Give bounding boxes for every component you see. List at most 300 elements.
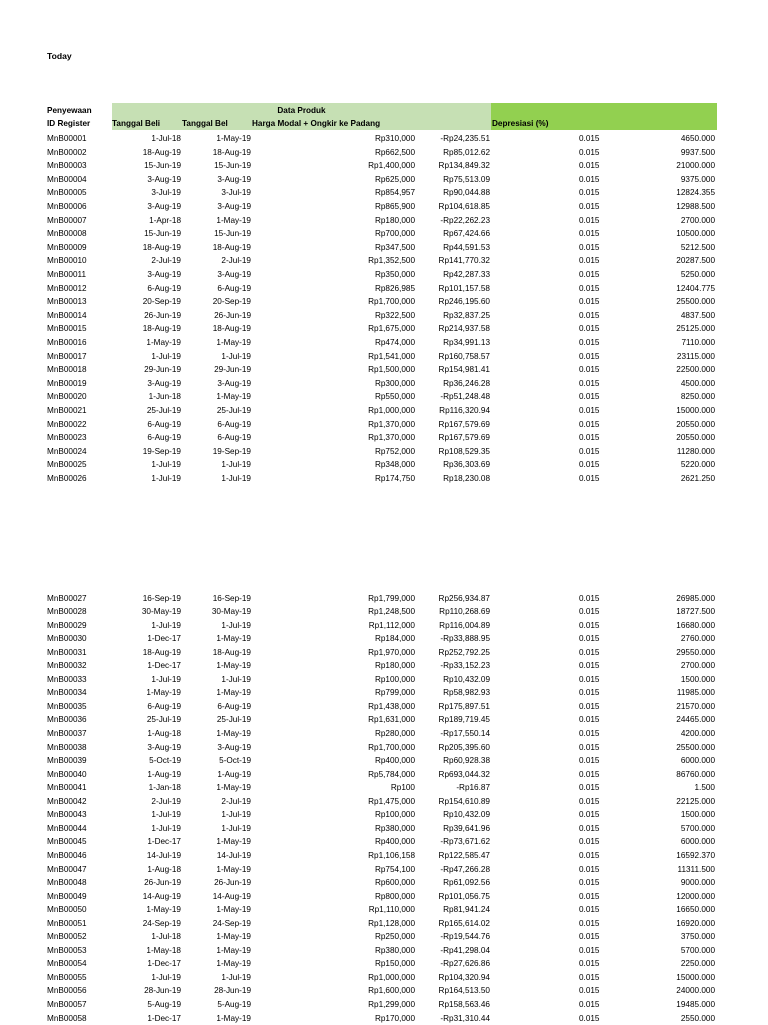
tanggal-beli-cell: 1-Dec-17 bbox=[147, 1013, 181, 1023]
tanggal-beli-cell: 6-Aug-19 bbox=[147, 283, 181, 293]
tanggal-beli-cell: 3-Jul-19 bbox=[151, 188, 181, 198]
id-register-cell: MnB00014 bbox=[47, 310, 87, 320]
depresiasi-value-cell: 4500.000 bbox=[680, 378, 715, 388]
id-register-cell: MnB00055 bbox=[47, 972, 87, 982]
depresiasi-value-cell: 2760.000 bbox=[680, 634, 715, 644]
table-row bbox=[0, 241, 768, 255]
harga-modal-cell: Rp1,500,000 bbox=[368, 365, 415, 375]
depresiasi-cell: 0.015 bbox=[579, 283, 600, 293]
depresiasi-value-cell: 2250.000 bbox=[680, 959, 715, 969]
tanggal-bel-cell: 5-Aug-19 bbox=[217, 1000, 251, 1009]
harga-modal-cell: Rp174,750 bbox=[374, 474, 415, 483]
harga-modal-cell: Rp826,985 bbox=[374, 283, 415, 293]
id-register-cell: MnB00057 bbox=[47, 1000, 87, 1009]
tanggal-bel-cell: 18-Aug-19 bbox=[212, 647, 251, 657]
depresiasi-cell: 0.015 bbox=[579, 324, 600, 334]
harga-modal-cell: Rp1,110,000 bbox=[368, 905, 415, 915]
tanggal-bel-cell: 1-May-19 bbox=[216, 392, 251, 402]
depresiasi-cell: 0.015 bbox=[579, 446, 600, 456]
table-row bbox=[0, 795, 768, 809]
harga-modal-cell: Rp1,600,000 bbox=[368, 986, 415, 996]
id-register-cell: MnB00040 bbox=[47, 769, 87, 779]
table-row bbox=[0, 957, 768, 971]
tanggal-beli-cell: 1-May-18 bbox=[146, 945, 181, 955]
harga-modal-cell: Rp1,700,000 bbox=[368, 297, 415, 307]
id-register-cell: MnB00010 bbox=[47, 256, 87, 266]
nilai-cell: Rp214,937.58 bbox=[438, 324, 490, 334]
tanggal-beli-cell: 3-Aug-19 bbox=[147, 270, 181, 279]
nilai-cell: Rp108,529.35 bbox=[438, 446, 490, 456]
nilai-cell: Rp252,792.25 bbox=[438, 647, 490, 657]
tanggal-beli-cell: 1-May-19 bbox=[146, 688, 181, 698]
harga-modal-cell: Rp1,675,000 bbox=[368, 324, 415, 334]
tanggal-beli-cell: 3-Aug-19 bbox=[147, 202, 181, 211]
id-register-cell: MnB00021 bbox=[47, 406, 87, 415]
id-register-cell: MnB00029 bbox=[47, 620, 87, 630]
tanggal-beli-cell: 1-May-19 bbox=[146, 338, 181, 347]
harga-modal-cell: Rp1,475,000 bbox=[368, 796, 415, 806]
depresiasi-cell: 0.015 bbox=[579, 945, 600, 955]
nilai-cell: -Rp33,888.95 bbox=[440, 634, 490, 644]
table-row bbox=[0, 1012, 768, 1025]
id-register-cell: MnB00013 bbox=[47, 297, 87, 307]
header-harga-modal: Harga Modal + Ongkir ke Padang bbox=[252, 119, 381, 128]
depresiasi-value-cell: 11985.000 bbox=[676, 688, 715, 698]
depresiasi-cell: 0.015 bbox=[579, 918, 600, 928]
depresiasi-cell: 0.015 bbox=[579, 891, 600, 901]
harga-modal-cell: Rp400,000 bbox=[374, 837, 415, 847]
id-register-cell: MnB00020 bbox=[47, 392, 87, 402]
tanggal-bel-cell: 1-May-19 bbox=[216, 688, 251, 698]
nilai-cell: Rp116,004.89 bbox=[439, 620, 490, 630]
nilai-cell: -Rp41,298.04 bbox=[440, 945, 490, 955]
harga-modal-cell: Rp752,000 bbox=[374, 446, 415, 456]
tanggal-bel-cell: 3-Aug-19 bbox=[217, 270, 251, 279]
tanggal-beli-cell: 1-Aug-18 bbox=[147, 729, 181, 738]
table-row bbox=[0, 835, 768, 849]
header-id-register: ID Register bbox=[47, 119, 91, 128]
nilai-cell: Rp36,303.69 bbox=[443, 460, 490, 470]
harga-modal-cell: Rp184,000 bbox=[374, 634, 415, 644]
harga-modal-cell: Rp1,000,000 bbox=[368, 406, 415, 415]
header-tanggal-bel: Tanggal Bel bbox=[182, 119, 228, 128]
depresiasi-value-cell: 1500.000 bbox=[680, 674, 715, 684]
table-row bbox=[0, 363, 768, 377]
table-row bbox=[0, 876, 768, 890]
depresiasi-cell: 0.015 bbox=[579, 986, 600, 996]
table-row bbox=[0, 863, 768, 877]
tanggal-beli-cell: 6-Aug-19 bbox=[147, 433, 181, 443]
tanggal-bel-cell: 15-Jun-19 bbox=[214, 229, 251, 239]
harga-modal-cell: Rp380,000 bbox=[374, 945, 415, 955]
tanggal-beli-cell: 6-Aug-19 bbox=[147, 701, 181, 711]
harga-modal-cell: Rp1,631,000 bbox=[368, 715, 415, 725]
id-register-cell: MnB00034 bbox=[47, 688, 87, 698]
table-row bbox=[0, 619, 768, 633]
header-depresiasi: Depresiasi (%) bbox=[492, 119, 549, 128]
id-register-cell: MnB00019 bbox=[47, 378, 87, 388]
harga-modal-cell: Rp347,500 bbox=[374, 242, 415, 252]
nilai-cell: Rp18,230.08 bbox=[443, 474, 490, 483]
nilai-cell: Rp75,513.09 bbox=[443, 174, 490, 184]
depresiasi-cell: 0.015 bbox=[579, 378, 600, 388]
nilai-cell: Rp110,268.69 bbox=[439, 607, 490, 617]
tanggal-bel-cell: 18-Aug-19 bbox=[212, 147, 251, 157]
id-register-cell: MnB00016 bbox=[47, 338, 87, 347]
harga-modal-cell: Rp1,970,000 bbox=[368, 647, 415, 657]
depresiasi-value-cell: 21000.000 bbox=[676, 161, 715, 171]
depresiasi-cell: 0.015 bbox=[579, 351, 600, 361]
depresiasi-cell: 0.015 bbox=[579, 972, 600, 982]
depresiasi-value-cell: 15000.000 bbox=[676, 972, 715, 982]
harga-modal-cell: Rp1,106,158 bbox=[368, 850, 415, 860]
depresiasi-cell: 0.015 bbox=[579, 270, 600, 279]
tanggal-beli-cell: 1-Jul-18 bbox=[151, 932, 181, 942]
table-row bbox=[0, 632, 768, 646]
nilai-cell: Rp141,770.32 bbox=[438, 256, 490, 266]
nilai-cell: Rp154,610.89 bbox=[438, 796, 490, 806]
depresiasi-value-cell: 24000.000 bbox=[676, 986, 715, 996]
depresiasi-cell: 0.015 bbox=[579, 661, 600, 671]
depresiasi-value-cell: 25500.000 bbox=[676, 742, 715, 752]
depresiasi-cell: 0.015 bbox=[579, 715, 600, 725]
table-row bbox=[0, 309, 768, 323]
depresiasi-value-cell: 11311.500 bbox=[677, 864, 715, 874]
depresiasi-cell: 0.015 bbox=[579, 474, 600, 483]
depresiasi-value-cell: 11280.000 bbox=[676, 446, 715, 456]
tanggal-bel-cell: 15-Jun-19 bbox=[214, 161, 251, 171]
depresiasi-value-cell: 22125.000 bbox=[676, 796, 715, 806]
tanggal-beli-cell: 30-May-19 bbox=[141, 607, 181, 617]
id-register-cell: MnB00056 bbox=[47, 986, 87, 996]
depresiasi-value-cell: 12988.500 bbox=[676, 202, 715, 211]
table-row bbox=[0, 605, 768, 619]
depresiasi-value-cell: 2700.000 bbox=[680, 215, 715, 225]
id-register-cell: MnB00005 bbox=[47, 188, 87, 198]
tanggal-bel-cell: 19-Sep-19 bbox=[212, 446, 251, 456]
nilai-cell: Rp116,320.94 bbox=[439, 406, 490, 415]
tanggal-beli-cell: 14-Jul-19 bbox=[146, 850, 181, 860]
id-register-cell: MnB00008 bbox=[47, 229, 87, 239]
nilai-cell: Rp205,395.60 bbox=[438, 742, 490, 752]
id-register-cell: MnB00037 bbox=[47, 729, 87, 738]
id-register-cell: MnB00004 bbox=[47, 174, 87, 184]
tanggal-beli-cell: 1-Jan-18 bbox=[148, 783, 181, 793]
tanggal-bel-cell: 30-May-19 bbox=[211, 607, 251, 617]
depresiasi-value-cell: 1500.000 bbox=[680, 810, 715, 820]
tanggal-beli-cell: 3-Aug-19 bbox=[147, 174, 181, 184]
harga-modal-cell: Rp350,000 bbox=[374, 270, 415, 279]
depresiasi-value-cell: 5250.000 bbox=[680, 270, 715, 279]
tanggal-bel-cell: 3-Aug-19 bbox=[217, 202, 251, 211]
depresiasi-cell: 0.015 bbox=[579, 147, 600, 157]
depresiasi-cell: 0.015 bbox=[579, 878, 600, 888]
tanggal-beli-cell: 3-Aug-19 bbox=[147, 378, 181, 388]
depresiasi-cell: 0.015 bbox=[579, 460, 600, 470]
depresiasi-value-cell: 24465.000 bbox=[676, 715, 715, 725]
tanggal-beli-cell: 1-Jul-18 bbox=[151, 134, 181, 143]
table-row bbox=[0, 592, 768, 606]
nilai-cell: Rp101,157.58 bbox=[438, 283, 490, 293]
table-row bbox=[0, 254, 768, 268]
tanggal-beli-cell: 1-Jul-19 bbox=[151, 474, 181, 483]
tanggal-beli-cell: 6-Aug-19 bbox=[147, 419, 181, 429]
depresiasi-value-cell: 19485.000 bbox=[676, 1000, 715, 1009]
tanggal-beli-cell: 18-Aug-19 bbox=[142, 324, 181, 334]
tanggal-beli-cell: 24-Sep-19 bbox=[142, 918, 181, 928]
tanggal-bel-cell: 2-Jul-19 bbox=[221, 256, 251, 266]
id-register-cell: MnB00041 bbox=[47, 783, 87, 793]
nilai-cell: -Rp73,671.62 bbox=[440, 837, 490, 847]
id-register-cell: MnB00052 bbox=[47, 932, 87, 942]
harga-modal-cell: Rp799,000 bbox=[374, 688, 415, 698]
table-row bbox=[0, 944, 768, 958]
table-row bbox=[0, 903, 768, 917]
nilai-cell: Rp122,585.47 bbox=[438, 850, 490, 860]
depresiasi-cell: 0.015 bbox=[579, 810, 600, 820]
depresiasi-cell: 0.015 bbox=[579, 701, 600, 711]
depresiasi-value-cell: 18727.500 bbox=[676, 607, 715, 617]
id-register-cell: MnB00012 bbox=[47, 283, 87, 293]
tanggal-beli-cell: 1-Aug-18 bbox=[147, 864, 181, 874]
depresiasi-cell: 0.015 bbox=[579, 161, 600, 171]
tanggal-beli-cell: 1-Dec-17 bbox=[147, 959, 181, 969]
depresiasi-cell: 0.015 bbox=[579, 242, 600, 252]
nilai-cell: Rp67,424.66 bbox=[443, 229, 490, 239]
depresiasi-cell: 0.015 bbox=[579, 134, 600, 143]
depresiasi-value-cell: 6000.000 bbox=[680, 837, 715, 847]
depresiasi-value-cell: 1.500 bbox=[694, 783, 715, 793]
nilai-cell: Rp154,981.41 bbox=[438, 365, 490, 375]
tanggal-beli-cell: 19-Sep-19 bbox=[142, 446, 181, 456]
tanggal-beli-cell: 1-Jul-19 bbox=[151, 823, 181, 833]
tanggal-beli-cell: 1-Dec-17 bbox=[147, 634, 181, 644]
tanggal-bel-cell: 26-Jun-19 bbox=[214, 310, 251, 320]
table-row bbox=[0, 673, 768, 687]
harga-modal-cell: Rp180,000 bbox=[374, 661, 415, 671]
tanggal-bel-cell: 1-May-19 bbox=[216, 215, 251, 225]
tanggal-beli-cell: 1-Jul-19 bbox=[151, 972, 181, 982]
id-register-cell: MnB00051 bbox=[47, 918, 87, 928]
header-tanggal-beli: Tanggal Beli bbox=[112, 119, 161, 128]
table-row bbox=[0, 890, 768, 904]
tanggal-bel-cell: 28-Jun-19 bbox=[214, 986, 251, 996]
table-row bbox=[0, 159, 768, 173]
nilai-cell: -Rp33,152.23 bbox=[440, 661, 490, 671]
table-row bbox=[0, 173, 768, 187]
tanggal-beli-cell: 2-Jul-19 bbox=[151, 256, 181, 266]
depresiasi-value-cell: 15000.000 bbox=[676, 406, 715, 415]
tanggal-beli-cell: 5-Oct-19 bbox=[149, 756, 181, 766]
harga-modal-cell: Rp5,784,000 bbox=[368, 769, 415, 779]
tanggal-beli-cell: 1-Jul-19 bbox=[151, 351, 181, 361]
depresiasi-value-cell: 7110.000 bbox=[681, 338, 715, 347]
harga-modal-cell: Rp348,000 bbox=[374, 460, 415, 470]
tanggal-bel-cell: 6-Aug-19 bbox=[217, 283, 251, 293]
harga-modal-cell: Rp1,370,000 bbox=[368, 419, 415, 429]
tanggal-bel-cell: 3-Aug-19 bbox=[217, 378, 251, 388]
table-row bbox=[0, 458, 768, 472]
nilai-cell: Rp42,287.33 bbox=[443, 270, 490, 279]
harga-modal-cell: Rp1,000,000 bbox=[368, 972, 415, 982]
nilai-cell: Rp39,641.96 bbox=[443, 823, 490, 833]
nilai-cell: Rp693,044.32 bbox=[438, 769, 490, 779]
table-row bbox=[0, 350, 768, 364]
depresiasi-value-cell: 16920.000 bbox=[676, 918, 715, 928]
tanggal-bel-cell: 14-Aug-19 bbox=[212, 891, 251, 901]
harga-modal-cell: Rp150,000 bbox=[374, 959, 415, 969]
tanggal-beli-cell: 1-Jul-19 bbox=[151, 810, 181, 820]
nilai-cell: -Rp31,310.44 bbox=[440, 1013, 490, 1023]
harga-modal-cell: Rp1,352,500 bbox=[368, 256, 415, 266]
depresiasi-value-cell: 5700.000 bbox=[680, 945, 715, 955]
depresiasi-cell: 0.015 bbox=[579, 729, 600, 738]
nilai-cell: Rp61,092.56 bbox=[443, 878, 490, 888]
tanggal-beli-cell: 1-Dec-17 bbox=[147, 837, 181, 847]
nilai-cell: Rp256,934.87 bbox=[438, 593, 490, 603]
depresiasi-value-cell: 20550.000 bbox=[676, 419, 715, 429]
table-row bbox=[0, 686, 768, 700]
tanggal-bel-cell: 1-May-19 bbox=[216, 1013, 251, 1023]
depresiasi-value-cell: 6000.000 bbox=[680, 756, 715, 766]
tanggal-beli-cell: 18-Aug-19 bbox=[142, 242, 181, 252]
tanggal-beli-cell: 26-Jun-19 bbox=[144, 878, 181, 888]
id-register-cell: MnB00003 bbox=[47, 161, 87, 171]
id-register-cell: MnB00015 bbox=[47, 324, 87, 334]
tanggal-beli-cell: 1-Jun-18 bbox=[148, 392, 181, 402]
depresiasi-cell: 0.015 bbox=[579, 742, 600, 752]
depresiasi-cell: 0.015 bbox=[579, 796, 600, 806]
table-row bbox=[0, 431, 768, 445]
depresiasi-value-cell: 21570.000 bbox=[676, 701, 715, 711]
tanggal-bel-cell: 1-May-19 bbox=[216, 945, 251, 955]
tanggal-bel-cell: 1-May-19 bbox=[216, 634, 251, 644]
harga-modal-cell: Rp1,248,500 bbox=[368, 607, 415, 617]
nilai-cell: Rp167,579.69 bbox=[438, 419, 490, 429]
harga-modal-cell: Rp310,000 bbox=[374, 134, 415, 143]
depresiasi-cell: 0.015 bbox=[579, 406, 600, 415]
depresiasi-value-cell: 25500.000 bbox=[676, 297, 715, 307]
depresiasi-cell: 0.015 bbox=[579, 864, 600, 874]
depresiasi-value-cell: 23115.000 bbox=[676, 351, 715, 361]
table-row bbox=[0, 971, 768, 985]
tanggal-bel-cell: 18-Aug-19 bbox=[212, 324, 251, 334]
nilai-cell: Rp175,897.51 bbox=[438, 701, 490, 711]
id-register-cell: MnB00030 bbox=[47, 634, 87, 644]
id-register-cell: MnB00022 bbox=[47, 419, 87, 429]
id-register-cell: MnB00006 bbox=[47, 202, 87, 211]
sheet-title: Today bbox=[47, 51, 72, 61]
depresiasi-value-cell: 2550.000 bbox=[680, 1013, 715, 1023]
nilai-cell: -Rp19,544.76 bbox=[440, 932, 490, 942]
harga-modal-cell: Rp754,100 bbox=[374, 864, 415, 874]
table-row bbox=[0, 445, 768, 459]
tanggal-beli-cell: 16-Sep-19 bbox=[142, 593, 181, 603]
tanggal-beli-cell: 1-Dec-17 bbox=[147, 661, 181, 671]
nilai-cell: Rp246,195.60 bbox=[438, 297, 490, 307]
nilai-cell: Rp104,618.85 bbox=[438, 202, 490, 211]
depresiasi-cell: 0.015 bbox=[579, 607, 600, 617]
table-row bbox=[0, 713, 768, 727]
depresiasi-value-cell: 29550.000 bbox=[676, 647, 715, 657]
harga-modal-cell: Rp600,000 bbox=[374, 878, 415, 888]
id-register-cell: MnB00011 bbox=[47, 270, 86, 279]
harga-modal-cell: Rp662,500 bbox=[374, 147, 415, 157]
tanggal-bel-cell: 1-May-19 bbox=[216, 661, 251, 671]
tanggal-bel-cell: 1-Aug-19 bbox=[217, 769, 251, 779]
harga-modal-cell: Rp800,000 bbox=[374, 891, 415, 901]
table-row bbox=[0, 186, 768, 200]
depresiasi-cell: 0.015 bbox=[579, 823, 600, 833]
tanggal-beli-cell: 3-Aug-19 bbox=[147, 742, 181, 752]
tanggal-bel-cell: 1-Jul-19 bbox=[221, 620, 251, 630]
depresiasi-value-cell: 9000.000 bbox=[680, 878, 715, 888]
depresiasi-cell: 0.015 bbox=[579, 837, 600, 847]
nilai-cell: Rp60,928.38 bbox=[443, 756, 490, 766]
depresiasi-value-cell: 12000.000 bbox=[676, 891, 715, 901]
nilai-cell: Rp10,432.09 bbox=[443, 674, 490, 684]
nilai-cell: -Rp24,235.51 bbox=[440, 134, 490, 143]
table-row bbox=[0, 390, 768, 404]
table-row bbox=[0, 377, 768, 391]
tanggal-bel-cell: 24-Sep-19 bbox=[212, 918, 251, 928]
harga-modal-cell: Rp1,400,000 bbox=[368, 161, 415, 171]
depresiasi-cell: 0.015 bbox=[579, 256, 600, 266]
nilai-cell: Rp36,246.28 bbox=[443, 378, 490, 388]
table-row bbox=[0, 822, 768, 836]
tanggal-bel-cell: 26-Jun-19 bbox=[214, 878, 251, 888]
depresiasi-value-cell: 3750.000 bbox=[680, 932, 715, 942]
id-register-cell: MnB00048 bbox=[47, 878, 87, 888]
table-row bbox=[0, 322, 768, 336]
tanggal-bel-cell: 29-Jun-19 bbox=[214, 365, 251, 375]
tanggal-bel-cell: 6-Aug-19 bbox=[217, 419, 251, 429]
tanggal-bel-cell: 6-Aug-19 bbox=[217, 433, 251, 443]
tanggal-bel-cell: 1-May-19 bbox=[216, 959, 251, 969]
depresiasi-cell: 0.015 bbox=[579, 905, 600, 915]
depresiasi-value-cell: 12824.355 bbox=[676, 188, 715, 198]
tanggal-beli-cell: 15-Jun-19 bbox=[144, 161, 181, 171]
table-row bbox=[0, 781, 768, 795]
tanggal-bel-cell: 1-Jul-19 bbox=[221, 823, 251, 833]
id-register-cell: MnB00047 bbox=[47, 864, 87, 874]
id-register-cell: MnB00027 bbox=[47, 593, 87, 603]
table-row bbox=[0, 754, 768, 768]
table-row bbox=[0, 268, 768, 282]
tanggal-beli-cell: 28-Jun-19 bbox=[144, 986, 181, 996]
depresiasi-value-cell: 16650.000 bbox=[676, 905, 715, 915]
nilai-cell: Rp164,513.50 bbox=[438, 986, 490, 996]
id-register-cell: MnB00036 bbox=[47, 715, 87, 725]
nilai-cell: Rp104,320.94 bbox=[438, 972, 490, 982]
tanggal-bel-cell: 1-Jul-19 bbox=[221, 351, 251, 361]
tanggal-beli-cell: 29-Jun-19 bbox=[144, 365, 181, 375]
depresiasi-cell: 0.015 bbox=[579, 634, 600, 644]
harga-modal-cell: Rp854,957 bbox=[374, 188, 415, 198]
harga-modal-cell: Rp100 bbox=[390, 783, 415, 793]
tanggal-beli-cell: 1-Apr-18 bbox=[149, 215, 181, 225]
depresiasi-value-cell: 16592.370 bbox=[676, 850, 715, 860]
harga-modal-cell: Rp1,700,000 bbox=[368, 742, 415, 752]
tanggal-beli-cell: 1-Jul-19 bbox=[151, 460, 181, 470]
depresiasi-value-cell: 20550.000 bbox=[676, 433, 715, 443]
harga-modal-cell: Rp300,000 bbox=[374, 378, 415, 388]
table-row bbox=[0, 659, 768, 673]
id-register-cell: MnB00007 bbox=[47, 215, 87, 225]
depresiasi-value-cell: 20287.500 bbox=[676, 256, 715, 266]
id-register-cell: MnB00032 bbox=[47, 661, 87, 671]
nilai-cell: Rp101,056.75 bbox=[438, 891, 490, 901]
